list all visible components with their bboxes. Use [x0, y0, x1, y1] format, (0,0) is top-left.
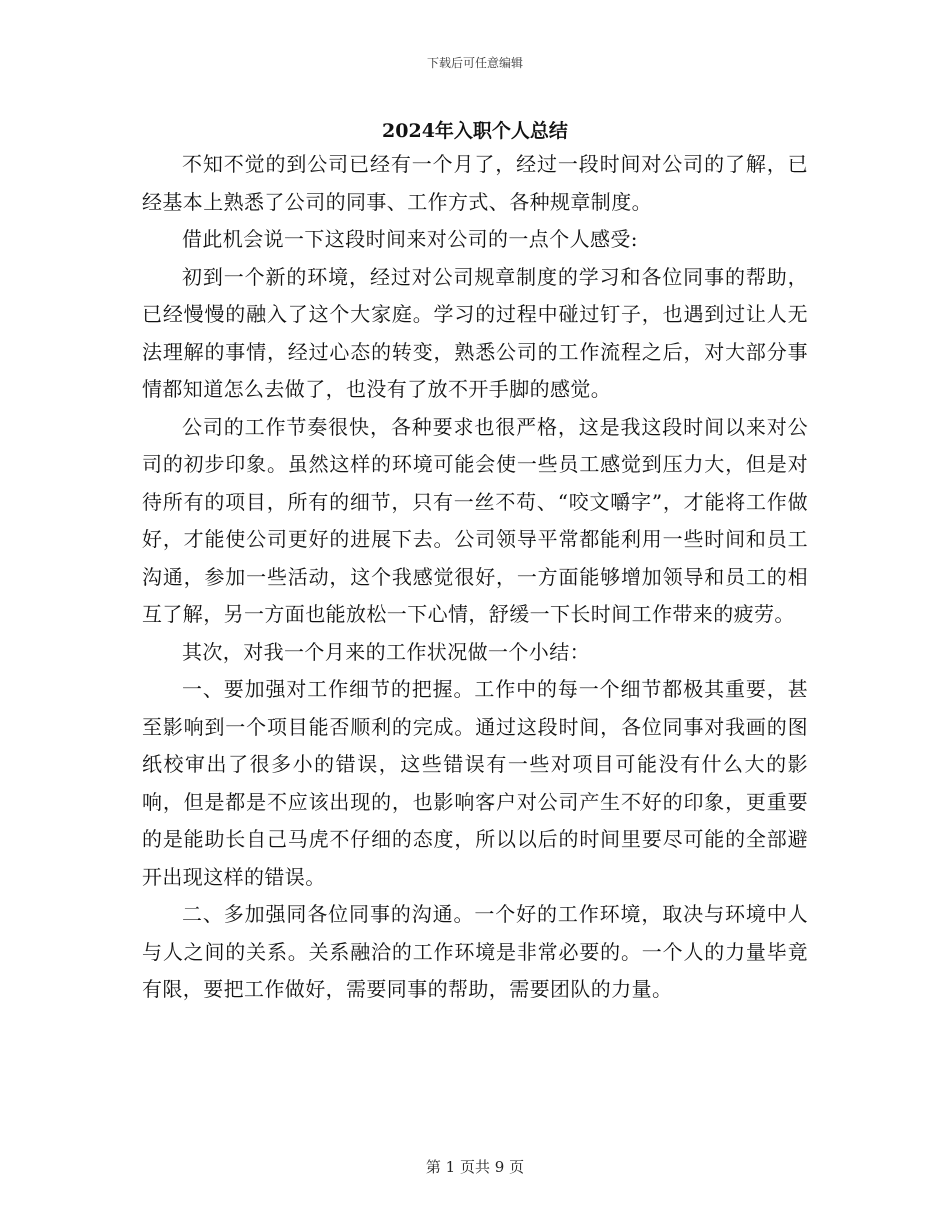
- paragraph: 二、多加强同各位同事的沟通。一个好的工作环境，取决与环境中人与人之间的关系。关系融洽的工作环境是非常必要的。一个人的力量毕竟有限，要把工作做好，需要同事的帮助，需要团队的力量。: [142, 902, 808, 1001]
- document-title: 2024年入职个人总结: [382, 120, 568, 142]
- paragraph: 初到一个新的环境，经过对公司规章制度的学习和各位同事的帮助，已经慢慢的融入了这个大家庭。学习的过程中碰过钉子，也遇到过让人无法理解的事情，经过心态的转变，熟悉公司的工作流程之后，对大部分事情都知道怎么去做了，也没有了放不开手脚的感觉。: [142, 264, 808, 401]
- document-body: [142, 146, 808, 1009]
- page-number: 第 1 页共 9 页: [425, 1158, 525, 1176]
- paragraph: 一、要加强对工作细节的把握。工作中的每一个细节都极其重要，甚至影响到一个项目能否顺利的完成。通过这段时间，各位同事对我画的图纸校审出了很多小的错误，这些错误有一些对项目可能没有什么大的影响，但是都是不应该出现的，也影响客户对公司产生不好的印象，更重要的是能助长自己马虎不仔细的态度，所以以后的时间里要尽可能的全部避开出现这样的错误。: [142, 677, 808, 889]
- paragraph: 借此机会说一下这段时间来对公司的一点个人感受:: [182, 227, 638, 251]
- paragraph: 公司的工作节奏很快，各种要求也很严格，这是我这段时间以来对公司的初步印象。虽然这样的环境可能会使一些员工感觉到压力大，但是对待所有的项目，所有的细节，只有一丝不苟、“咬文嚼字”，才能将工作做好，才能使公司更好的进展下去。公司领导平常都能利用一些时间和员工沟通，参加一些活动，这个我感觉很好，一方面能够增加领导和员工的相互了解，另一方面也能放松一下心情，舒缓一下长时间工作带来的疲劳。: [142, 414, 808, 626]
- paragraph: 其次，对我一个月来的工作状况做一个小结：: [182, 639, 590, 664]
- header-note: 下载后可任意编辑: [426, 56, 523, 70]
- paragraph: 不知不觉的到公司已经有一个月了，经过一段时间对公司的了解，已经基本上熟悉了公司的同事、工作方式、各种规章制度。: [142, 152, 808, 214]
